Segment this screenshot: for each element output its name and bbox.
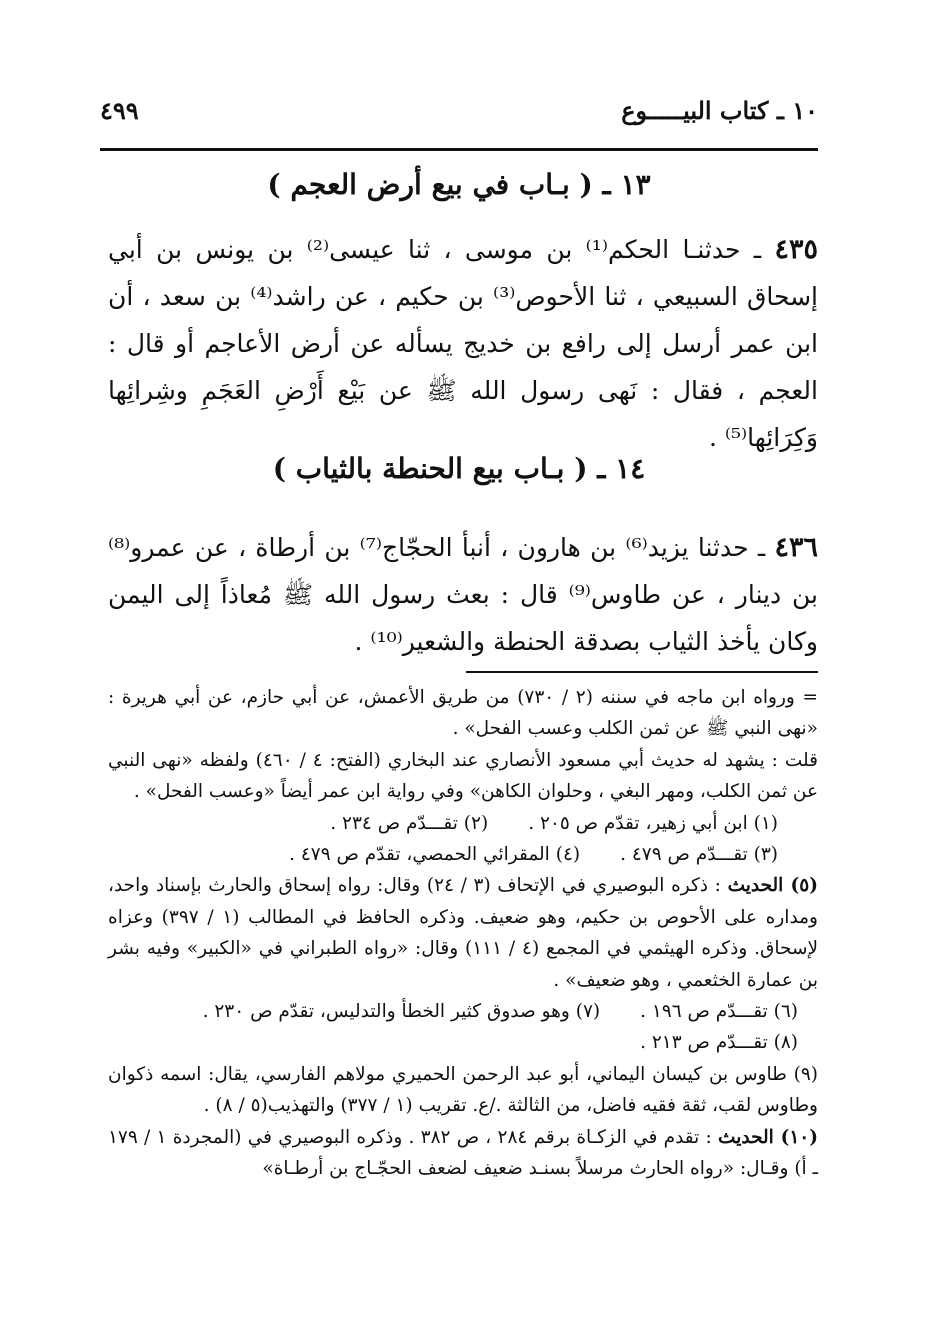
hadith-number: ٤٣٦ — [774, 532, 818, 563]
footnote-5-text: : ذكره البوصيري في الإتحاف (٣ / ٢٤) وقال: رواه إسحاق والحارث بإسناد واحد، ومداره على الأحوص بن حكيم، وهو ضعيف. وذكره الحافظ في المطالب (١ / ٣٩٧) وعزاه لإسحاق. وذكره الهيثمي في المجمع (٤ / ١١١) وقال: «رواه الطبراني في «الكبير» وفيه بشر بن عمارة الخثعمي ، وهو ضعيف» . — [108, 875, 819, 991]
footnotes — [108, 682, 818, 1185]
hadith-text: ـ حدثنـا الحكم⁽¹⁾ بن موسى ، ثنا عيسى⁽²⁾ بن يونس بن أبي إسحاق السبيعي ، ثنا الأحوص⁽³⁾ بن حكيم ، عن راشد⁽⁴⁾ بن سعد ، أن ابن عمر أرسل إلى رافع بن خديج يسأله عن أرض الأعاجم أو قال : العجم ، فقال : نَهى رسول الله ﷺ عن بَيْع أَرْضِ العَجَمِ وشِرائِها وَكِرَائِها⁽⁵⁾ . — [108, 235, 818, 452]
chapter-title: ١٠ ـ كتاب البيـــــوع — [621, 96, 818, 125]
footnote-10-label: (١٠) الحديث — [718, 1126, 818, 1148]
footnote-8: (٨) تقـــدّم ص ٢١٣ . — [640, 1032, 798, 1054]
page-number: ٤٩٩ — [100, 96, 139, 125]
page-header — [100, 92, 818, 136]
hadith-435 — [108, 226, 818, 461]
footnote-9: (٩) طاوس بن كيسان اليماني، أبو عبد الرحمن الحميري مولاهم الفارسي، يقال: اسمه ذكوان وطاوس لقب، ثقة فقيه فاضل، من الثالثة ./ع. تقريب (١ / ٣٧٧) والتهذيب(٥ / ٨) . — [108, 1063, 818, 1117]
footnote-row — [108, 839, 818, 870]
footnote-qult: قلت : يشهد له حديث أبي مسعود الأنصاري عند البخاري (الفتح: ٤ / ٤٦٠) ولفظه «نهى النبي عن ثمن الكلب، ومهر البغي ، وحلوان الكاهن» وفي رواية ابن عمر أيضاً «وعسب الفحل» . — [108, 749, 818, 803]
footnote-1: (١) ابن أبي زهير، تقدّم ص ٢٠٥ . — [528, 812, 778, 834]
footnote-6: (٦) تقـــدّم ص ١٩٦ . — [640, 1001, 798, 1023]
footnote-continuation: = ورواه ابن ماجه في سننه (٢ / ٧٣٠) من طريق الأعمش، عن أبي حازم، عن أبي هريرة : «نهى النبي ﷺ عن ثمن الكلب وعسب الفحل» . — [108, 687, 818, 740]
footnote-5-label: (٥) الحديث — [727, 875, 818, 897]
hadith-436 — [108, 524, 818, 665]
hadith-number: ٤٣٥ — [774, 234, 818, 265]
footnotes-rule — [466, 671, 818, 673]
footnote-row — [108, 996, 818, 1027]
hadith-text: ـ حدثنا يزيد⁽⁶⁾ بن هارون ، أنبأ الحجّاج⁽⁷⁾ بن أرطاة ، عن عمرو⁽⁸⁾ بن دينار ، عن طاوس⁽⁹⁾ قال : بعث رسول الله ﷺ مُعاذاً إلى اليمن وكان يأخذ الثياب بصدقة الحنطة والشعير⁽¹⁰⁾ . — [108, 533, 818, 656]
section-title-13: ١٣ ـ ( بـاب في بيع أرض العجم ) — [267, 168, 651, 201]
footnote-7: (٧) وهو صدوق كثير الخطأ والتدليس، تقدّم ص ٢٣٠ . — [202, 1001, 601, 1023]
footnote-5 — [108, 870, 818, 996]
footnote-3: (٣) تقـــدّم ص ٤٧٩ . — [620, 844, 778, 866]
footnote-row — [108, 808, 818, 839]
footnote-10 — [108, 1122, 818, 1185]
footnote-4: (٤) المقرائي الحمصي، تقدّم ص ٤٧٩ . — [289, 844, 581, 866]
section-title-14: ١٤ ـ ( بـاب بيع الحنطة بالثياب ) — [272, 452, 646, 485]
header-rule — [100, 148, 818, 151]
footnote-10-text: : تقدم في الزكـاة برقم ٢٨٤ ، ص ٣٨٢ . وذكره البوصيري في (المجردة ١ / ١٧٩ ـ أ) وقـال: «رواه الحارث مرسلاً بسنـد ضعيف لضعف الحجّـاج بن أرطـاة» — [108, 1126, 818, 1180]
footnote-2: (٢) تقـــدّم ص ٢٣٤ . — [330, 812, 489, 834]
